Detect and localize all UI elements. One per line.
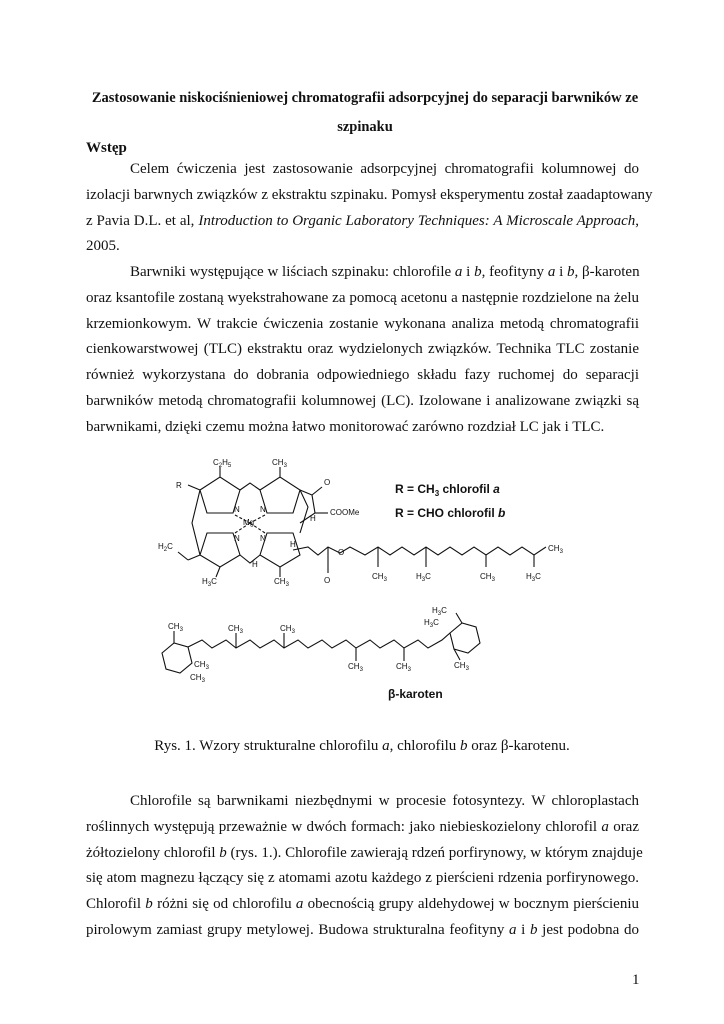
atom-label-n1: N [234, 505, 240, 514]
structural-formulas-figure [150, 455, 580, 710]
para2-line-5: również wykorzystana do dobrania odpowiedniego składu fazy ruchomej do separacji [86, 367, 639, 384]
atom-label-n2: N [260, 505, 266, 514]
beta-carotene-structure [162, 606, 480, 701]
page-number: 1 [632, 972, 640, 988]
paragraph-intro [86, 157, 653, 260]
atom-label-n4: N [260, 534, 266, 543]
section-heading: Wstęp [86, 140, 127, 156]
atom-label-bc-ch3-3: $CH_3$ [190, 673, 205, 684]
atom-label-h3c-2: $H_3C$ [416, 572, 431, 583]
legend-chlorophyll-a: $R = CH_3$ chlorofil a [395, 482, 500, 498]
atom-label-h3c-3: $H_3C$ [526, 572, 541, 583]
atom-label-h1: H [310, 514, 316, 523]
paragraph-pigments [86, 260, 639, 441]
atom-label-ch3-3: $CH_3$ [372, 572, 387, 583]
chlorophyll-structure [158, 458, 564, 588]
para3-line-4: się atom magnezu łączący się z atomami azotu każdego z pierścieni rdzenia porfirynowego. [86, 870, 639, 887]
atom-label-o-ether: O [338, 548, 345, 557]
para3-line-3: żółtozielony chlorofil b (rys. 1.). Chlorofile zawierają rdzeń porfirynowy, w którym znajduje [86, 844, 643, 861]
atom-label-ch3-2: $CH_3$ [274, 577, 289, 588]
atom-label-h2: H [290, 540, 296, 549]
atom-label-bc-ch3-7: $CH_3$ [396, 662, 411, 673]
chemical-structures [150, 455, 580, 710]
para2-line-1: Barwniki występujące w liściach szpinaku: chlorofile a i b, feofityny a i b, β-karoten [130, 264, 640, 280]
atom-label-bc-ch3-8: $CH_3$ [454, 661, 469, 672]
paragraph-chlorophylls [86, 789, 643, 944]
legend-chlorophyll-b: R = CHO chlorofil b [395, 506, 506, 520]
atom-label-bc-h3c-2: $H_3C$ [424, 618, 439, 629]
atom-label-ch3-top: $CH_3$ [272, 458, 287, 469]
para2-line-2: oraz ksantofile zostaną wyekstrahowane za pomocą acetonu a następnie rozdzielone na żelu [86, 289, 639, 306]
atom-label-n3: N [234, 534, 240, 543]
title-line-2: szpinaku [337, 119, 393, 135]
para2-line-6: barwników metodą chromatografii kolumnowej (LC). Izolowane i analizowane związki są [86, 392, 639, 409]
atom-label-bc-ch3-1: $CH_3$ [168, 622, 183, 633]
beta-carotene-label: β-karoten [388, 687, 443, 701]
figure-caption: Rys. 1. Wzory strukturalne chlorofilu a, chlorofilu b oraz β-karotenu. [154, 738, 570, 754]
para2-line-3: krzemionkowym. W trakcie ćwiczenia zostanie wykonana analiza metodą chromatografii [86, 315, 639, 332]
atom-label-bc-ch3-5: $CH_3$ [280, 624, 295, 635]
document-title [86, 84, 644, 142]
atom-label-bc-ch3-6: $CH_3$ [348, 662, 363, 673]
atom-label-mg: Mg [243, 518, 255, 527]
para1-line-3: z Pavia D.L. et al, Introduction to Organic Laboratory Techniques: A Microscale Approach, [86, 212, 639, 229]
para3-line-2: roślinnych występują przeważnie w dwóch formach: jako niebieskozielony chlorofil a oraz [86, 818, 640, 835]
para2-line-4: cienkowarstwowej (TLC) ekstraktu oraz wydzielonych związków. Technika TLC zostanie [86, 341, 639, 358]
para3-line-5: Chlorofil b różni się od chlorofilu a obecnością grupy aldehydowej w bocznym pierścieniu [86, 896, 639, 913]
atom-label-coome: COOMe [330, 508, 360, 517]
atom-label-o-ester: O [324, 576, 331, 585]
atom-label-c2h5: $C_2H_5$ [213, 458, 232, 469]
atom-label-ch3-5: $CH_3$ [548, 544, 563, 555]
para3-line-6: pirolowym zamiast grupy metylowej. Budowa strukturalna feofityny a i b jest podobna do [86, 921, 639, 938]
atom-label-h2c: $H_2C$ [158, 542, 173, 553]
atom-label-h3c-1: $H_3C$ [202, 577, 217, 588]
atom-label-bc-h3c-1: $H_3C$ [432, 606, 447, 617]
atom-label-o-ketone: O [324, 478, 331, 487]
para2-line-7: barwnikami, dzięki czemu można łatwo monitorować zarówno rozdział LC jak i TLC. [86, 418, 605, 435]
atom-label-ch3-4: $CH_3$ [480, 572, 495, 583]
para1-line-1: Celem ćwiczenia jest zastosowanie adsorpcyjnej chromatografii kolumnowej do [130, 161, 639, 177]
atom-label-r: R [176, 481, 182, 490]
atom-label-h3: H [252, 560, 258, 569]
title-line-1: Zastosowanie niskociśnieniowej chromatografii adsorpcyjnej do separacji barwników ze [91, 90, 639, 106]
atom-label-bc-ch3-4: $CH_3$ [228, 624, 243, 635]
atom-label-bc-ch3-2: $CH_3$ [194, 660, 209, 671]
para1-line-4: 2005. [86, 238, 120, 255]
para3-line-1: Chlorofile są barwnikami niezbędnymi w procesie fotosyntezy. W chloroplastach [130, 793, 639, 809]
para1-line-2: izolacji barwnych związków z ekstraktu szpinaku. Pomysł eksperymentu został zaadaptowany [86, 186, 653, 203]
